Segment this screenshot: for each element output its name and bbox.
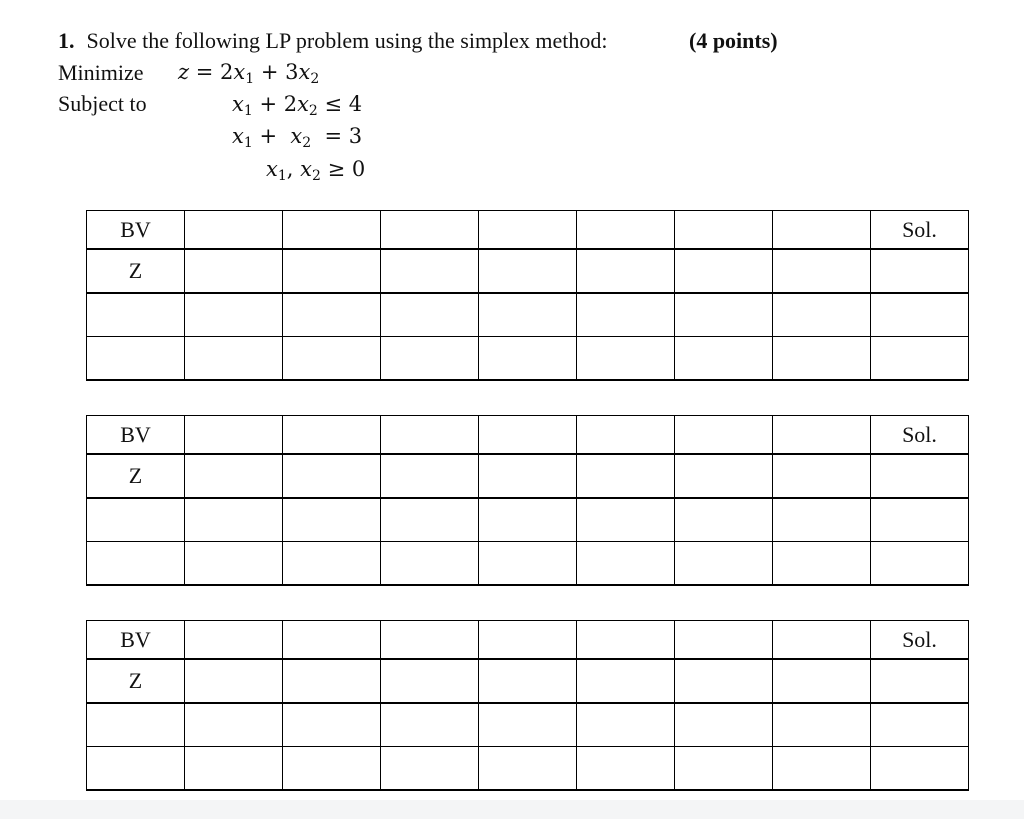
tableau-cell[interactable]: [479, 747, 577, 791]
tableau-cell[interactable]: [381, 703, 479, 747]
tableau-cell[interactable]: [283, 454, 381, 498]
tableau-cell[interactable]: [381, 747, 479, 791]
tableau-cell[interactable]: [479, 454, 577, 498]
tableau-cell[interactable]: [87, 337, 185, 381]
tableau-cell[interactable]: [675, 249, 773, 293]
tableau-cell[interactable]: [87, 498, 185, 542]
tableau-cell[interactable]: [283, 621, 381, 660]
tableau-cell[interactable]: [577, 293, 675, 337]
tableau-cell[interactable]: [675, 454, 773, 498]
tableau-z-row: [87, 659, 969, 703]
tableau-cell[interactable]: [283, 703, 381, 747]
tableau-row: [87, 703, 969, 747]
tableau-cell[interactable]: [773, 211, 871, 250]
tableau-cell[interactable]: [185, 659, 283, 703]
tableau-cell[interactable]: [675, 703, 773, 747]
tableau-cell[interactable]: [381, 542, 479, 586]
tableau-cell[interactable]: [283, 416, 381, 455]
z-label: Z: [87, 249, 185, 293]
tableau-cell[interactable]: [577, 249, 675, 293]
tableau-cell[interactable]: [185, 293, 283, 337]
tableau-cell[interactable]: [479, 498, 577, 542]
tableau-cell[interactable]: [675, 498, 773, 542]
tableau-cell[interactable]: [577, 498, 675, 542]
sol-header: Sol.: [871, 416, 969, 455]
tableau-header-row: [87, 416, 969, 455]
tableau-cell[interactable]: [479, 211, 577, 250]
tableau-cell[interactable]: [675, 211, 773, 250]
tableau-cell[interactable]: [773, 542, 871, 586]
tableau-cell[interactable]: [577, 621, 675, 660]
tableau-cell[interactable]: [773, 416, 871, 455]
tableau-cell[interactable]: [871, 454, 969, 498]
tableau-cell[interactable]: [185, 621, 283, 660]
question-number: 1.: [58, 28, 75, 53]
tableau-cell[interactable]: [773, 293, 871, 337]
simplex-tableau-1: [86, 210, 969, 381]
tableau-cell[interactable]: [871, 747, 969, 791]
tableau-row: [87, 498, 969, 542]
tableau-cell[interactable]: [283, 337, 381, 381]
tableau-cell[interactable]: [773, 621, 871, 660]
tableau-cell[interactable]: [871, 498, 969, 542]
tableau-z-row: [87, 454, 969, 498]
tableau-cell[interactable]: [185, 416, 283, 455]
tableau-cell[interactable]: [871, 659, 969, 703]
tableau-cell[interactable]: [479, 293, 577, 337]
tableau-cell[interactable]: [479, 249, 577, 293]
tableau-cell[interactable]: [479, 703, 577, 747]
tableau-cell[interactable]: [675, 747, 773, 791]
tableau-cell[interactable]: [577, 337, 675, 381]
tableau-cell[interactable]: [871, 293, 969, 337]
bottom-band: [0, 800, 1024, 819]
tableau-cell[interactable]: [185, 337, 283, 381]
tableau-cell[interactable]: [577, 542, 675, 586]
tableau-cell[interactable]: [773, 454, 871, 498]
tableau-cell[interactable]: [773, 249, 871, 293]
tableau-cell[interactable]: [479, 416, 577, 455]
tableau-cell[interactable]: [283, 659, 381, 703]
tableau-cell[interactable]: [381, 454, 479, 498]
tableau-cell[interactable]: [577, 211, 675, 250]
bv-header: BV: [87, 211, 185, 250]
tableau-cell[interactable]: [577, 416, 675, 455]
tableau-cell[interactable]: [773, 498, 871, 542]
tableau-cell[interactable]: [871, 337, 969, 381]
tableau-cell[interactable]: [675, 621, 773, 660]
z-label: Z: [87, 454, 185, 498]
simplex-tableau-2: [86, 415, 969, 586]
tableau-cell[interactable]: [185, 454, 283, 498]
sol-header: Sol.: [871, 621, 969, 660]
tableau-cell[interactable]: [773, 703, 871, 747]
tableau-cell[interactable]: [185, 542, 283, 586]
tableau-cell[interactable]: [871, 542, 969, 586]
question-line: [58, 28, 608, 54]
tableau-cell[interactable]: [283, 249, 381, 293]
constraint-1: $x_1 + 2x_2 \le 4$: [232, 92, 363, 119]
tableau-cell[interactable]: [87, 542, 185, 586]
tableau-cell[interactable]: [871, 249, 969, 293]
tableau-cell[interactable]: [381, 659, 479, 703]
tableau-cell[interactable]: [381, 498, 479, 542]
objective-function: $z = 2x_1 + 3x_2$: [178, 60, 320, 87]
tableau-cell[interactable]: [87, 293, 185, 337]
tableau-cell[interactable]: [185, 747, 283, 791]
tableau-cell[interactable]: [773, 747, 871, 791]
tableau-cell[interactable]: [283, 498, 381, 542]
tableau-cell[interactable]: [283, 747, 381, 791]
simplex-tableau-3: [86, 620, 969, 791]
non-negativity-constraint: $x_1$, $x_2 \ge 0$: [266, 157, 366, 184]
tableau-cell[interactable]: [283, 211, 381, 250]
tableau-cell[interactable]: [381, 621, 479, 660]
tableau-cell[interactable]: [675, 659, 773, 703]
tableau-cell[interactable]: [577, 659, 675, 703]
tableau-row: [87, 542, 969, 586]
objective-label: Minimize: [58, 60, 144, 85]
tableau-header-row: [87, 211, 969, 250]
tableau-cell[interactable]: [773, 659, 871, 703]
tableau-cell[interactable]: [283, 542, 381, 586]
tableau-cell[interactable]: [577, 747, 675, 791]
tableau-cell[interactable]: [381, 416, 479, 455]
bv-header: BV: [87, 621, 185, 660]
tableau-cell[interactable]: [381, 337, 479, 381]
tableau-cell[interactable]: [675, 416, 773, 455]
tableau-cell[interactable]: [577, 454, 675, 498]
question-points: (4 points): [689, 28, 778, 53]
tableau-cell[interactable]: [479, 659, 577, 703]
constraint-2: $x_1 + x_2 = 3$: [232, 124, 363, 151]
bv-header: BV: [87, 416, 185, 455]
tableau-cell[interactable]: [577, 703, 675, 747]
constraints-label: Subject to: [58, 91, 147, 116]
tableau-cell[interactable]: [675, 293, 773, 337]
tableau-cell[interactable]: [871, 703, 969, 747]
tableau-cell[interactable]: [381, 293, 479, 337]
tableau-cell[interactable]: [283, 293, 381, 337]
tableau-z-row: [87, 249, 969, 293]
tableau-cell[interactable]: [185, 211, 283, 250]
tableau-cell[interactable]: [87, 703, 185, 747]
tableau-cell[interactable]: [479, 337, 577, 381]
tableau-row: [87, 337, 969, 381]
tableau-row: [87, 747, 969, 791]
tableau-cell[interactable]: [381, 211, 479, 250]
tableau-header-row: [87, 621, 969, 660]
tableau-cell[interactable]: [773, 337, 871, 381]
tableau-cell[interactable]: [381, 249, 479, 293]
tableau-cell[interactable]: [479, 621, 577, 660]
sol-header: Sol.: [871, 211, 969, 250]
tableau-cell[interactable]: [185, 703, 283, 747]
tableau-cell[interactable]: [185, 498, 283, 542]
tableau-cell[interactable]: [479, 542, 577, 586]
tableau-cell[interactable]: [185, 249, 283, 293]
tableau-cell[interactable]: [675, 337, 773, 381]
question-text: Solve the following LP problem using the simplex method:: [86, 28, 608, 53]
tableau-cell[interactable]: [87, 747, 185, 791]
tableau-row: [87, 293, 969, 337]
z-label: Z: [87, 659, 185, 703]
tableau-cell[interactable]: [675, 542, 773, 586]
